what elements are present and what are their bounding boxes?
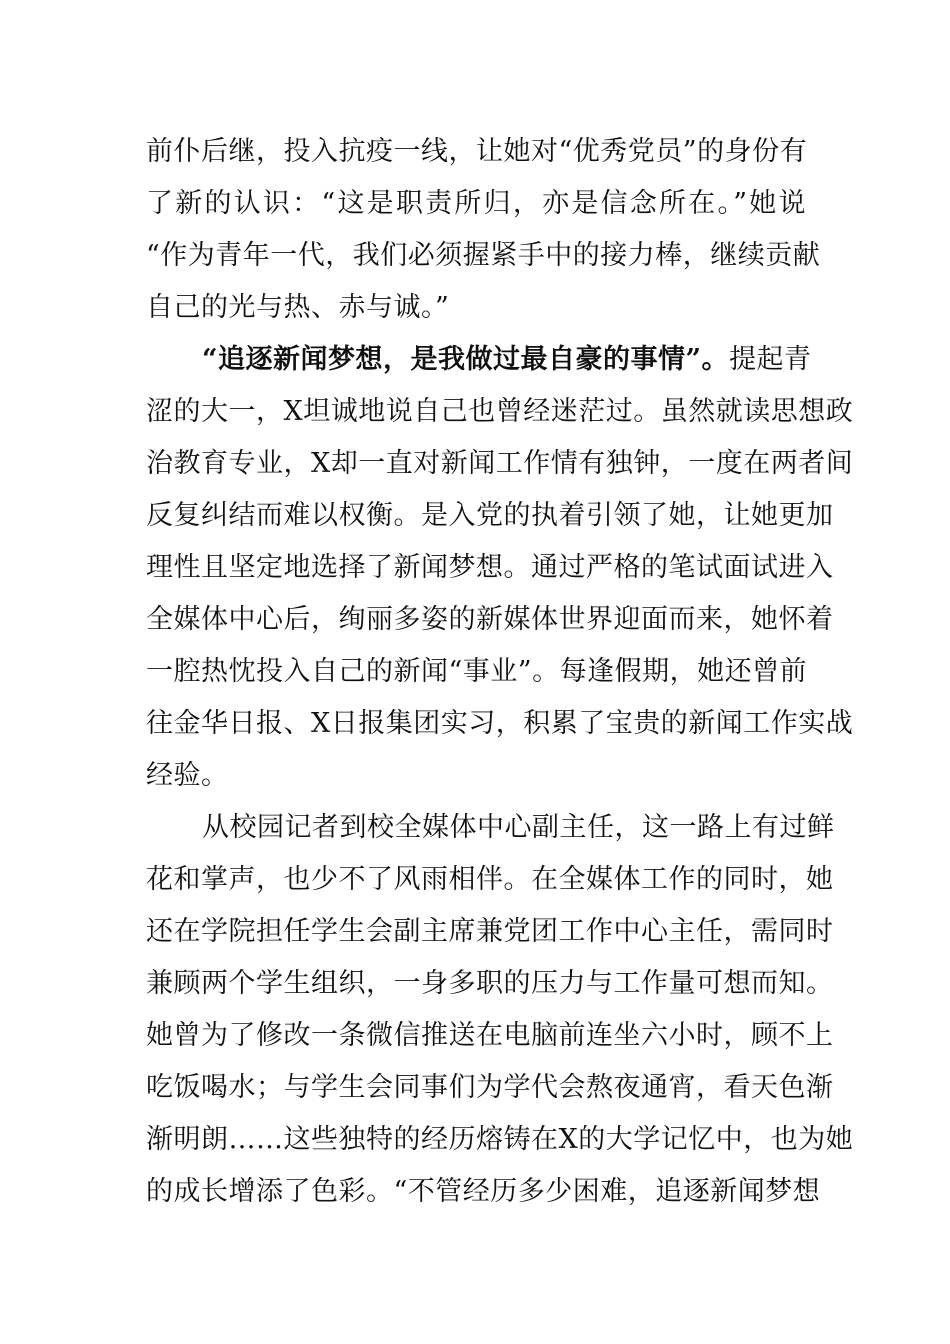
section-heading: “追逐新闻梦想，是我做过最自豪的事情”。 [202,344,730,375]
paragraph-line: 理性且坚定地选择了新闻梦想。通过严格的笔试面试进入 [146,552,834,583]
paragraph-1 [146,126,821,334]
paragraph-3 [146,802,854,1218]
paragraph-line: 兼顾两个学生组织，一身多职的压力与工作量可想而知。 [146,968,834,999]
paragraph-line: 还在学院担任学生会副主席兼党团工作中心主任，需同时 [146,916,834,947]
paragraph-line: 她曾为了修改一条微信推送在电脑前连坐六小时，顾不上 [146,1020,834,1051]
paragraph-first-line [146,334,812,386]
paragraph-line: 涩的大一，X坦诚地说自己也曾经迷茫过。虽然就读思想政 [146,396,854,427]
paragraph-line: 花和掌声，也少不了风雨相伴。在全媒体工作的同时，她 [146,864,834,895]
paragraph-line: 渐明朗……这些独特的经历熔铸在X的大学记忆中，也为她 [146,1124,854,1155]
paragraph-line: 自己的光与热、赤与诚。” [146,292,450,323]
paragraph-line: 一腔热忱投入自己的新闻“事业”。每逢假期，她还曾前 [146,656,808,687]
paragraph-text: 提起青 [729,344,812,375]
paragraph-line: 的成长增添了色彩。“不管经历多少困难，追逐新闻梦想 [146,1176,821,1207]
paragraph-line: 全媒体中心后，绚丽多姿的新媒体世界迎面而来，她怀着 [146,604,834,635]
paragraph-line: 前仆后继，投入抗疫一线，让她对“优秀党员”的身份有 [146,136,808,167]
document-body [146,126,854,1218]
paragraph-line: 治教育专业，X却一直对新闻工作情有独钟，一度在两者间 [146,448,854,479]
paragraph-line: 往金华日报、X日报集团实习，积累了宝贵的新闻工作实战 [146,708,854,739]
paragraph-line: 吃饭喝水；与学生会同事们为学代会熬夜通宵，看天色渐 [146,1072,834,1103]
paragraph-line: 从校园记者到校全媒体中心副主任，这一路上有过鲜 [202,812,835,843]
paragraph-line: 经验。 [146,760,229,791]
paragraph-line: 反复纠结而难以权衡。是入党的执着引领了她，让她更加 [146,500,834,531]
paragraph-line: 了新的认识：“这是职责所归，亦是信念所在。”她说 [146,188,806,219]
paragraph-line: “作为青年一代，我们必须握紧手中的接力棒，继续贡献 [146,240,821,271]
paragraph-2 [146,334,854,802]
